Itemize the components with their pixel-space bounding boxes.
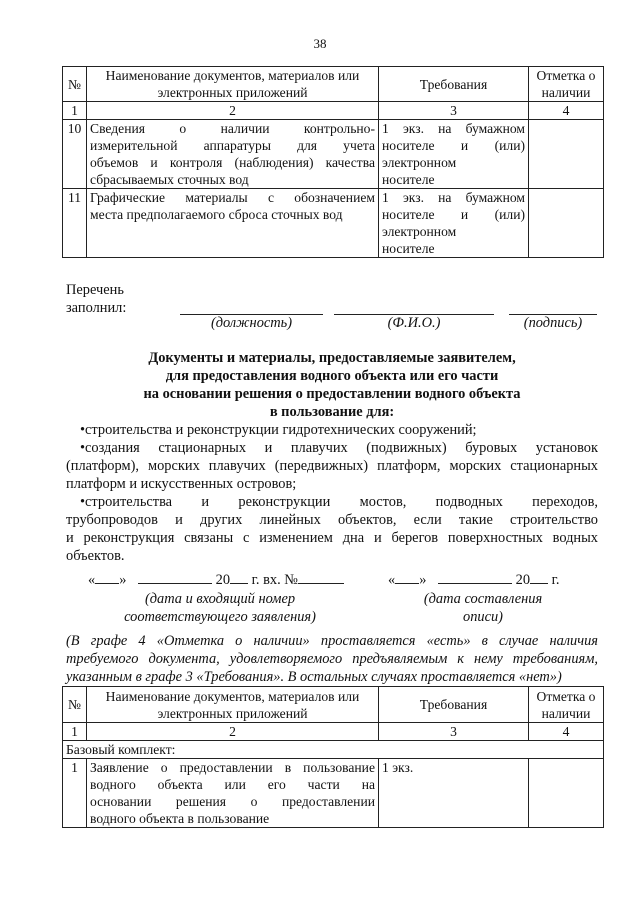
list-date-row — [388, 572, 560, 589]
note-line: указанным в графе 3 «Требования». В остальных случаях проставляется «нет») — [66, 669, 562, 685]
note-line: требуемого документа, удовлетворяемого предъявляемым к нему требованиям, — [66, 651, 598, 667]
row-requirements — [379, 759, 529, 828]
col-number: 4 — [529, 723, 604, 741]
year-prefix: 20 — [515, 572, 531, 588]
cell-line: места предполагаемого сброса сточных вод — [90, 207, 343, 222]
col-number: 3 — [379, 723, 529, 741]
cell-line: объемов и контроля (наблюдения) качества — [90, 155, 375, 170]
bullet-list — [66, 421, 598, 565]
header-mark: Отметка о наличии — [529, 67, 604, 102]
caption-line: описи) — [463, 609, 503, 625]
row-requirements — [379, 189, 529, 258]
cell-line: водного объекта или его части на — [90, 777, 375, 792]
cell-line: водного объекта в пользование — [90, 811, 270, 826]
day-blank[interactable] — [395, 583, 419, 584]
signature-label-line: заполнил: — [66, 300, 127, 316]
bullet-item — [66, 493, 598, 565]
incoming-number-label: г. вх. № — [251, 572, 299, 588]
fio-caption: (Ф.И.О.) — [387, 315, 441, 331]
month-blank[interactable] — [138, 583, 212, 584]
documents-table-2 — [62, 686, 604, 828]
row-number: 1 — [63, 759, 87, 828]
row-name — [87, 189, 379, 258]
incoming-date-row — [88, 572, 344, 589]
column-number-row — [63, 102, 604, 120]
caption-line: (дата и входящий номер — [144, 591, 296, 607]
bullet-line: •строительства и реконструкции гидротехнических сооружений; — [80, 422, 477, 438]
cell-line: Сведения о наличии контрольно- — [90, 121, 375, 136]
heading-line: Документы и материалы, предоставляемые заявителем, — [148, 350, 516, 366]
note-line: (В графе 4 «Отметка о наличии» проставляется «есть» в случае наличия — [66, 633, 598, 649]
cell-line: носителе — [382, 172, 435, 187]
year-blank[interactable] — [230, 583, 248, 584]
col-number: 1 — [63, 723, 87, 741]
bullet-item — [66, 421, 598, 439]
section-row — [63, 741, 604, 759]
cell-line: Графические материалы с обозначением — [90, 190, 375, 205]
row-name — [87, 120, 379, 189]
header-mark: Отметка о наличии — [529, 687, 604, 723]
row-mark — [529, 189, 604, 258]
documents-table-1 — [62, 66, 604, 258]
list-date-caption — [398, 590, 568, 626]
cell-line: измерительной аппаратуры для учета — [90, 138, 375, 153]
section-label: Базовый комплект: — [63, 741, 604, 759]
header-requirements: Требования — [379, 687, 529, 723]
row-requirements — [379, 120, 529, 189]
signature-label-line: Перечень — [66, 282, 124, 298]
row-mark — [529, 759, 604, 828]
cell-line: носителе и (или) — [382, 207, 525, 222]
table-header-row — [63, 67, 604, 102]
row-number: 11 — [63, 189, 87, 258]
cell-line: основании решения о предоставлении — [90, 794, 375, 809]
year-prefix: 20 — [215, 572, 231, 588]
caption-line: (дата составления — [423, 591, 543, 607]
row-number: 10 — [63, 120, 87, 189]
row-name — [87, 759, 379, 828]
section-heading — [66, 349, 598, 421]
table-row — [63, 189, 604, 258]
cell-line: 1 экз. на бумажном — [382, 121, 525, 136]
signature-label — [66, 281, 126, 317]
cell-line: носителе и (или) — [382, 138, 525, 153]
header-num: № — [63, 687, 87, 723]
bullet-item — [66, 439, 598, 493]
col-number: 1 — [63, 102, 87, 120]
cell-line: носителе — [382, 241, 435, 256]
cell-line: 1 экз. — [382, 760, 414, 775]
bullet-line: платформ и искусственных островов; — [66, 476, 297, 492]
column-number-row — [63, 723, 604, 741]
col-number: 2 — [87, 723, 379, 741]
cell-line: электронном — [382, 155, 457, 170]
month-blank[interactable] — [438, 583, 512, 584]
page-number: 38 — [313, 36, 327, 51]
table-row — [63, 120, 604, 189]
header-name: Наименование документов, материалов или электронных приложений — [87, 687, 379, 723]
quote-close: » — [119, 572, 127, 588]
incoming-number-blank[interactable] — [298, 583, 344, 584]
caption-line: соответствующего заявления) — [124, 609, 316, 625]
bullet-line: (платформ), морских плавучих (передвижных) платформ, морских стационарных — [66, 458, 598, 474]
table-header-row — [63, 687, 604, 723]
note-paragraph — [66, 632, 598, 686]
cell-line: 1 экз. на бумажном — [382, 190, 525, 205]
sign-caption: (подпись) — [523, 315, 583, 331]
bullet-line: и реконструкция связаны с изменением дна и берегов поверхностных водных — [66, 530, 598, 546]
row-mark — [529, 120, 604, 189]
year-blank[interactable] — [530, 583, 548, 584]
cell-line: электронном — [382, 224, 457, 239]
position-caption: (должность) — [210, 315, 293, 331]
bullet-line: •строительства и реконструкции мостов, подводных переходов, — [80, 494, 598, 510]
quote-open: « — [388, 572, 396, 588]
cell-line: сбрасываемых сточных вод — [90, 172, 249, 187]
header-name: Наименование документов, материалов или электронных приложений — [87, 67, 379, 102]
bullet-line: •создания стационарных и плавучих (подвижных) буровых установок — [80, 440, 598, 456]
header-requirements: Требования — [379, 67, 529, 102]
quote-open: « — [88, 572, 96, 588]
year-suffix: г. — [551, 572, 560, 588]
table-row — [63, 759, 604, 828]
col-number: 3 — [379, 102, 529, 120]
quote-close: » — [419, 572, 427, 588]
heading-line: для предоставления водного объекта или его части — [165, 368, 499, 384]
cell-line: Заявление о предоставлении в пользование — [90, 760, 375, 775]
heading-line: в пользование для: — [269, 404, 395, 420]
incoming-date-caption — [100, 590, 340, 626]
header-num: № — [63, 67, 87, 102]
bullet-line: объектов. — [66, 548, 125, 564]
col-number: 4 — [529, 102, 604, 120]
day-blank[interactable] — [95, 583, 119, 584]
bullet-line: трубопроводов и других линейных объектов, если такие строительство — [66, 512, 598, 528]
col-number: 2 — [87, 102, 379, 120]
heading-line: на основании решения о предоставлении водного объекта — [143, 386, 521, 402]
